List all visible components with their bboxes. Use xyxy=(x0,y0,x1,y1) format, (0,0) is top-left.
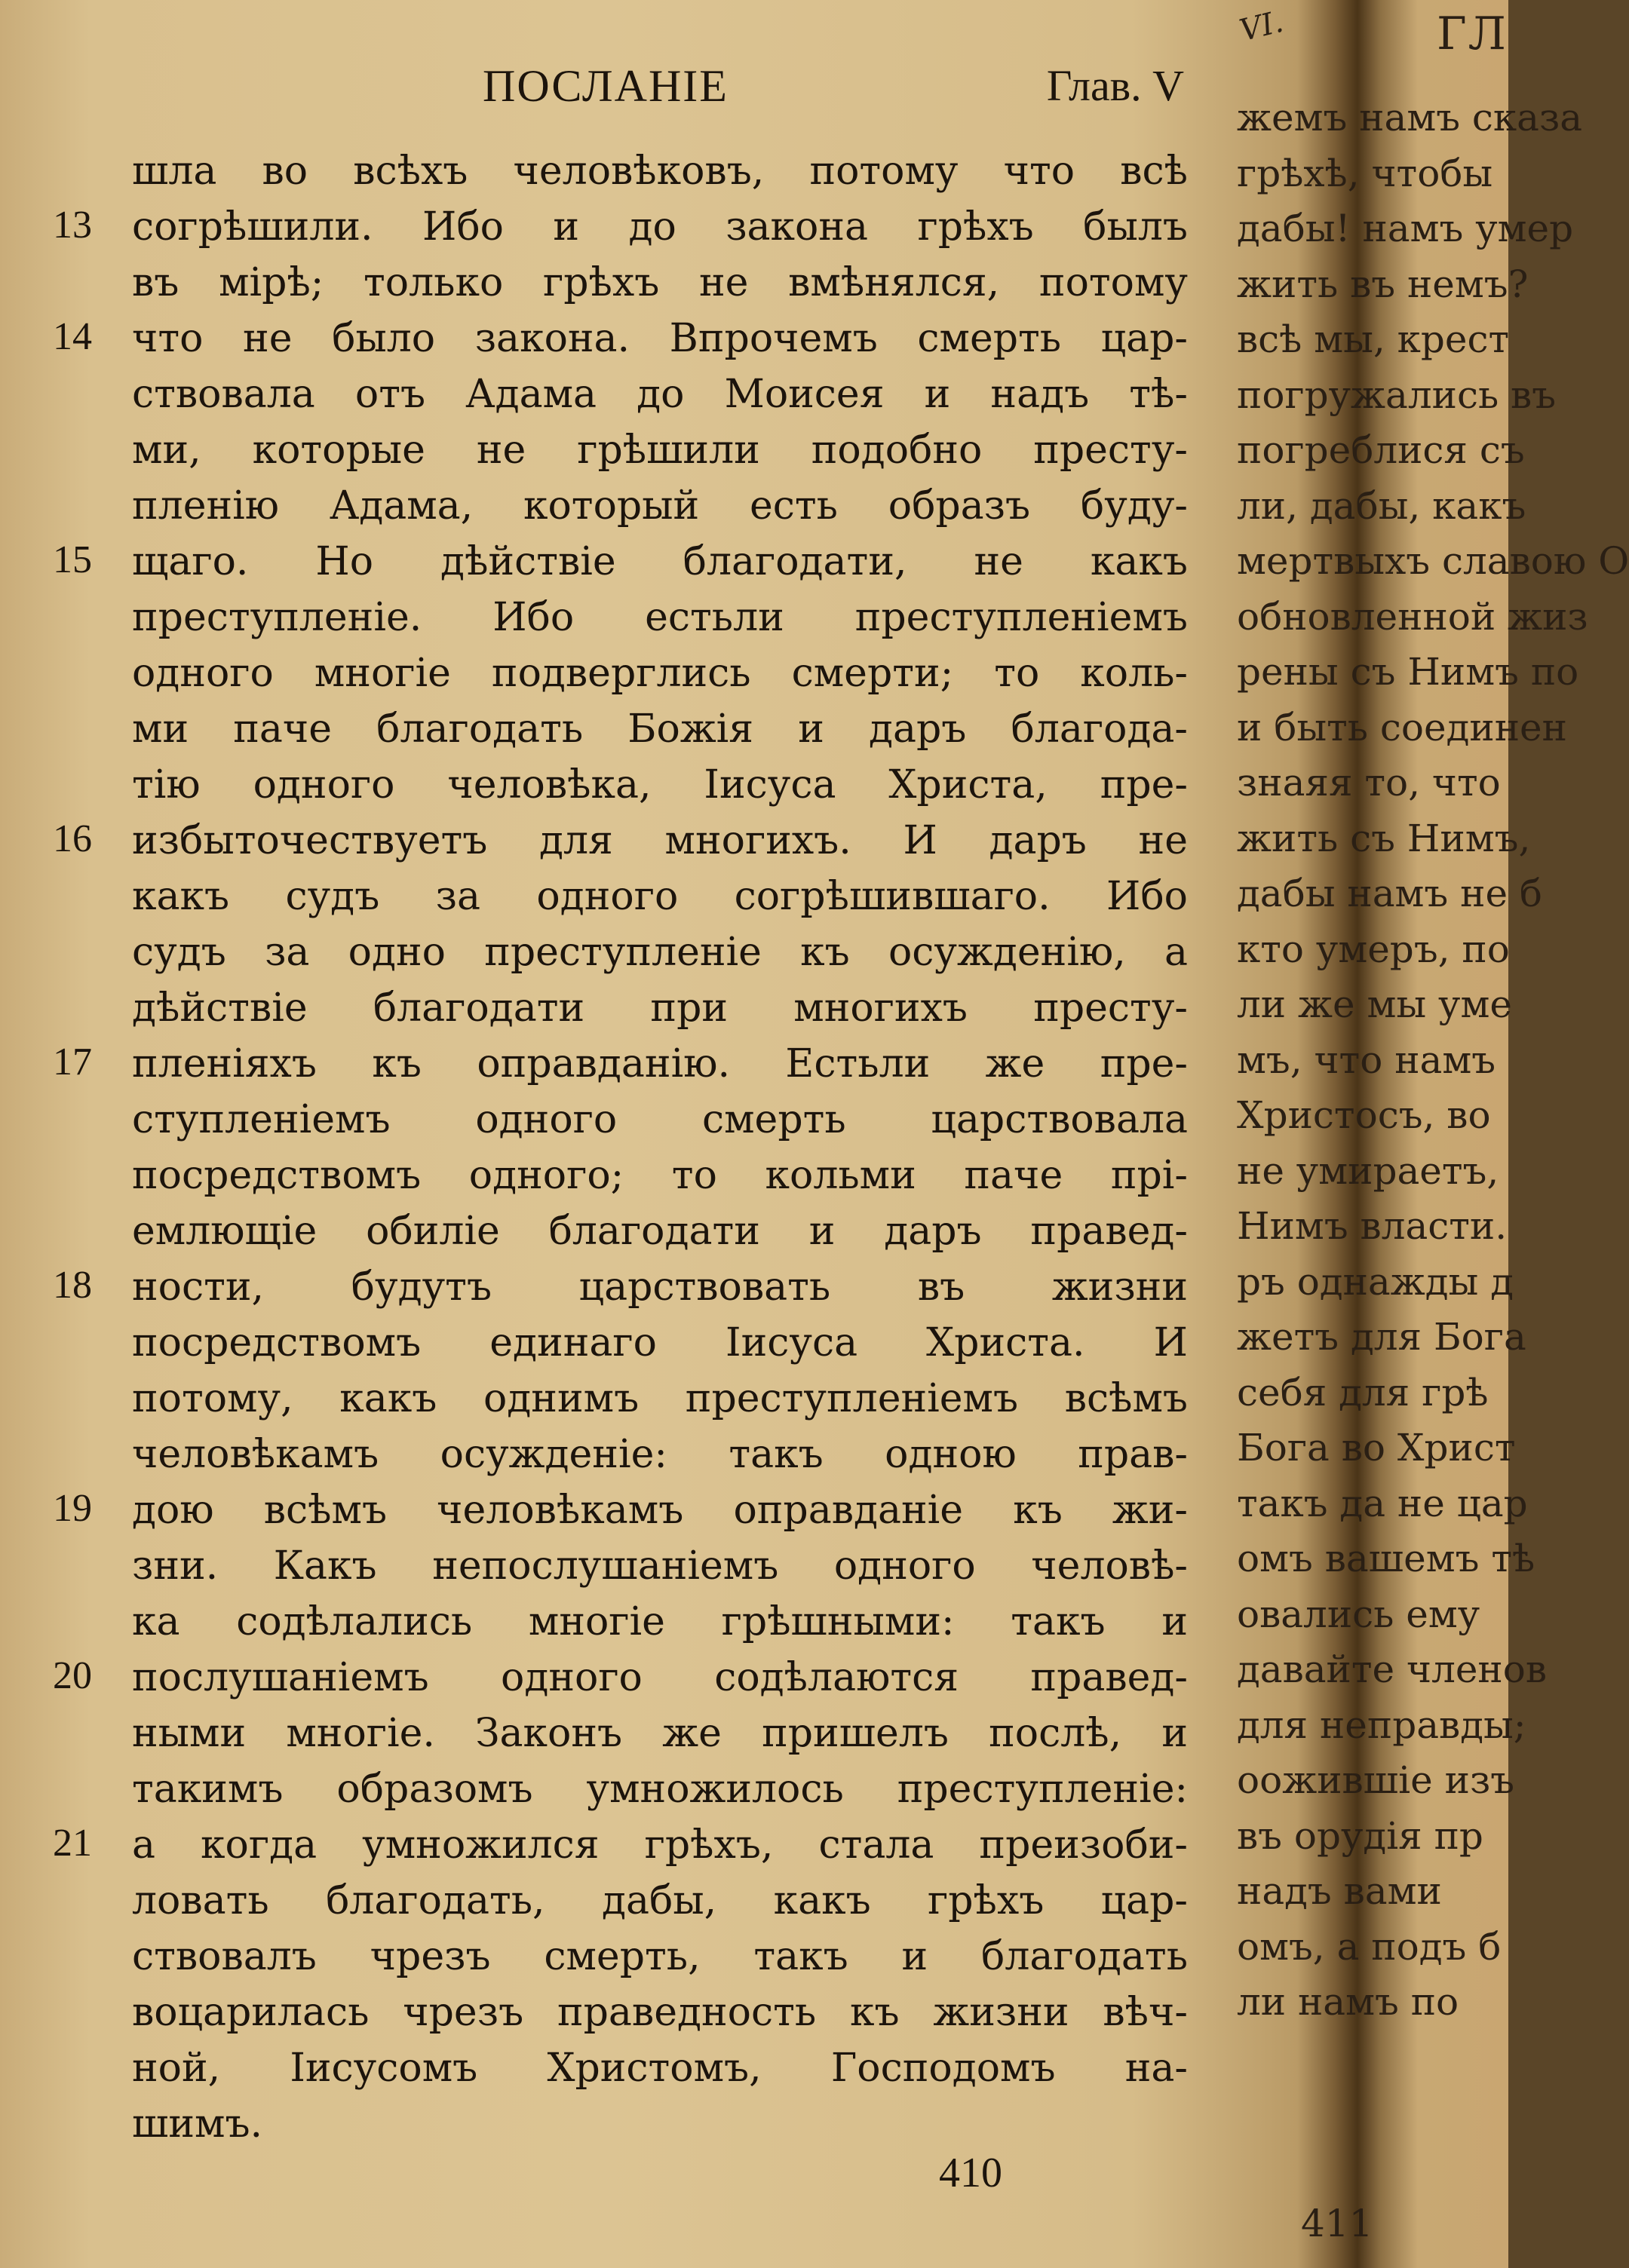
right-text-line: дабы! намъ умер xyxy=(1237,207,1574,250)
text-line: ми паче благодать Божія и даръ благода- xyxy=(132,706,1188,752)
right-text-line: дабы намъ не б xyxy=(1237,872,1543,915)
right-text-line: въ орудія пр xyxy=(1237,1813,1483,1858)
text-line: какъ судъ за одного согрѣшившаго. Ибо xyxy=(132,874,1188,919)
text-line: послушаніемъ одного содѣлаются правед- xyxy=(132,1655,1188,1700)
right-text-line: рены съ Нимъ по xyxy=(1237,650,1579,694)
right-text-line: ръ однажды д xyxy=(1237,1259,1514,1304)
right-text-line: жемъ намъ сказа xyxy=(1237,96,1583,139)
text-line: тію одного человѣка, Іисуса Христа, пре- xyxy=(132,762,1188,808)
text-line: ствовала отъ Адама до Моисея и надъ тѣ- xyxy=(132,372,1188,417)
text-line: посредствомъ одного; то кольми паче прі- xyxy=(132,1153,1188,1198)
verse-number: 13 xyxy=(53,204,92,247)
right-text-line: знаяя то, что xyxy=(1237,761,1501,805)
verse-number: 15 xyxy=(53,538,92,581)
right-text-line: давайте членов xyxy=(1237,1647,1548,1691)
text-line: дѣйствіе благодати при многихъ престу- xyxy=(132,985,1188,1031)
text-line: ступленіемъ одного смерть царствовала xyxy=(132,1097,1188,1142)
text-line: потому, какъ однимъ преступленіемъ всѣмъ xyxy=(132,1376,1188,1421)
right-text-line: всѣ мы, крест xyxy=(1237,317,1510,361)
right-text-line: такъ да не цар xyxy=(1237,1481,1528,1525)
text-line: согрѣшили. Ибо и до закона грѣхъ былъ xyxy=(132,204,1188,250)
right-text-line: оожившіе изъ xyxy=(1237,1758,1515,1802)
text-line: воцарилась чрезъ праведность къ жизни вѣч- xyxy=(132,1990,1188,2035)
right-text-line: Христосъ, во xyxy=(1237,1093,1491,1137)
text-line: ными многіе. Законъ же пришелъ послѣ, и xyxy=(132,1711,1188,1756)
body-text xyxy=(132,143,1188,2152)
right-text-line: погружались въ xyxy=(1237,372,1557,417)
right-page xyxy=(1236,0,1629,2268)
right-text-line: ли, дабы, какъ xyxy=(1237,483,1526,528)
text-line: емлющіе обиліе благодати и даръ правед- xyxy=(132,1209,1188,1254)
text-line: ствовалъ чрезъ смерть, такъ и благодать xyxy=(132,1934,1188,1979)
right-text-line: омъ вашемъ тѣ xyxy=(1237,1537,1535,1580)
chapter-heading: Глав. V xyxy=(1046,61,1184,110)
text-line: ми, которые не грѣшили подобно престу- xyxy=(132,428,1188,473)
text-line: шла во всѣхъ человѣковъ, потому что всѣ xyxy=(132,149,1188,194)
right-text-line: себя для грѣ xyxy=(1237,1370,1489,1414)
text-line: зни. Какъ непослушаніемъ одного человѣ- xyxy=(132,1543,1188,1589)
text-line: такимъ образомъ умножилось преступленіе: xyxy=(132,1767,1188,1812)
text-line: ка содѣлались многіе грѣшными: такъ и xyxy=(132,1599,1188,1644)
text-line: дою всѣмъ человѣкамъ оправданіе къ жи- xyxy=(132,1488,1188,1533)
text-line: судъ за одно преступленіе къ осужденію, а xyxy=(132,930,1188,975)
text-line: шимъ. xyxy=(132,2101,263,2147)
right-text-line: Бога во Христ xyxy=(1237,1426,1516,1470)
right-text-line: омъ, а подъ б xyxy=(1237,1924,1502,1969)
text-line: щаго. Но дѣйствіе благодати, не какъ xyxy=(132,539,1188,584)
right-text-line: ли же мы уме xyxy=(1237,982,1512,1026)
right-running-head xyxy=(1237,0,1508,75)
running-head xyxy=(128,60,1184,121)
running-title: ПОСЛАНІЕ xyxy=(483,61,729,111)
right-text-line: Нимъ власти. xyxy=(1237,1204,1508,1248)
right-text-line: овались ему xyxy=(1237,1592,1480,1636)
right-page-number: 411 xyxy=(1301,2202,1373,2245)
text-line: пленію Адама, который есть образъ буду- xyxy=(132,483,1188,529)
text-line: избыточествуетъ для многихъ. И даръ не xyxy=(132,818,1188,863)
right-text-line: грѣхѣ, чтобы xyxy=(1237,151,1493,195)
verse-number: 16 xyxy=(53,817,92,860)
right-text-line: мъ, что намъ xyxy=(1237,1037,1496,1082)
text-line: а когда умножился грѣхъ, стала преизоби- xyxy=(132,1822,1188,1868)
right-text-line: жить съ Нимъ, xyxy=(1237,816,1531,860)
text-line: человѣкамъ осужденіе: такъ одною прав- xyxy=(132,1432,1188,1477)
right-text-line: для неправды; xyxy=(1237,1703,1526,1747)
verse-number: 21 xyxy=(53,1822,92,1865)
text-line: ной, Іисусомъ Христомъ, Господомъ на- xyxy=(132,2046,1188,2091)
right-running-title: ГЛ xyxy=(1437,8,1508,60)
right-body-text xyxy=(1237,90,1629,2030)
verse-number: 17 xyxy=(53,1041,92,1083)
right-text-line: ли намъ по xyxy=(1237,1980,1459,2024)
text-line: преступленіе. Ибо естьли преступленіемъ xyxy=(132,595,1188,640)
right-text-line: мертвыхъ славою О xyxy=(1237,539,1629,583)
right-text-line: жить въ немъ? xyxy=(1237,262,1529,306)
right-text-line: не умираетъ, xyxy=(1237,1148,1499,1193)
verse-number: 19 xyxy=(53,1487,92,1530)
verse-number: 14 xyxy=(53,315,92,358)
verse-number: 20 xyxy=(53,1654,92,1697)
page-number: 410 xyxy=(939,2150,1002,2196)
text-line: ности, будутъ царствовать въ жизни xyxy=(132,1264,1188,1310)
text-line: въ мірѣ; только грѣхъ не вмѣнялся, потому xyxy=(132,260,1188,305)
text-line: что не было закона. Впрочемъ смерть цар- xyxy=(132,316,1188,361)
verse-number: 18 xyxy=(53,1264,92,1307)
right-text-line: погреблися съ xyxy=(1237,428,1525,472)
text-line: ловать благодать, дабы, какъ грѣхъ цар- xyxy=(132,1878,1188,1923)
text-line: посредствомъ единаго Іисуса Христа. И xyxy=(132,1320,1188,1365)
right-text-line: надъ вами xyxy=(1237,1869,1442,1913)
right-text-line: обновленной жиз xyxy=(1237,594,1588,639)
right-chapter-fragment: VI. xyxy=(1236,4,1287,49)
text-line: пленіяхъ къ оправданію. Естьли же пре- xyxy=(132,1041,1188,1086)
right-text-line: и быть соединен xyxy=(1237,705,1567,749)
text-line: одного многіе подверглись смерти; то коль- xyxy=(132,651,1188,696)
right-text-line: кто умеръ, по xyxy=(1237,927,1510,971)
right-text-line: жетъ для Бога xyxy=(1237,1315,1526,1359)
verse-number-column xyxy=(53,147,128,2183)
